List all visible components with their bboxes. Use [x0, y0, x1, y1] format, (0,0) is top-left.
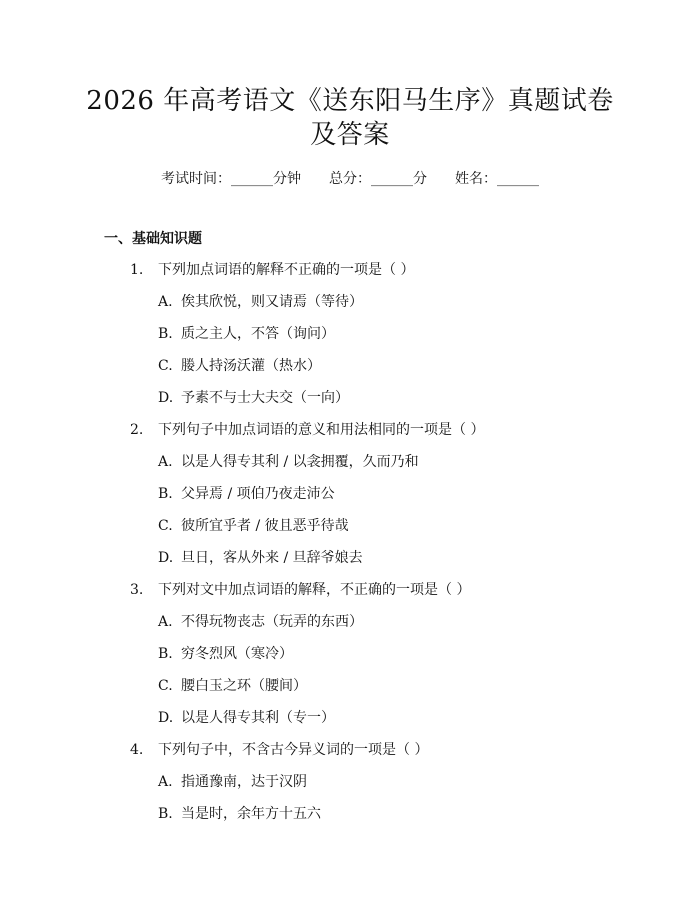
exam-title-line1: 2026 年高考语文《送东阳马生序》真题试卷 [86, 86, 614, 116]
question-number: 1. [130, 262, 144, 278]
option-letter: A. [158, 614, 173, 630]
option-letter: B. [158, 326, 173, 342]
option-text: 不得玩物丧志（玩弄的东西） [181, 614, 363, 630]
option-text: 质之主人，不答（询问） [181, 326, 335, 342]
option-text: 腰白玉之环（腰间） [181, 678, 307, 694]
option-letter: B. [158, 646, 173, 662]
option-letter: A. [158, 774, 173, 790]
option-text: 俟其欣悦，则又请焉（等待） [181, 294, 363, 310]
question-number: 2. [130, 422, 144, 438]
option-text: 旦日，客从外来 / 旦辞爷娘去 [181, 550, 363, 566]
question-number: 4. [130, 742, 144, 758]
question-text: 下列加点词语的解释不正确的一项是（ ） [158, 262, 415, 278]
total-score-field: 总分：______分 [329, 171, 427, 187]
option-text: 指通豫南，达于汉阴 [181, 774, 307, 790]
option-letter: D. [158, 710, 174, 726]
exam-meta [0, 169, 700, 189]
option-letter: D. [158, 390, 174, 406]
option-letter: D. [158, 550, 174, 566]
option-text: 父异焉 / 项伯乃夜走沛公 [181, 486, 335, 502]
question-text: 下列句子中，不含古今异义词的一项是（ ） [158, 742, 429, 758]
option-letter: C. [158, 678, 173, 694]
question-text: 下列句子中加点词语的意义和用法相同的一项是（ ） [158, 422, 485, 438]
section-heading: 一、基础知识题 [104, 231, 202, 247]
option-letter: B. [158, 806, 173, 822]
option-text: 以是人得专其利（专一） [181, 710, 335, 726]
option-letter: A. [158, 454, 173, 470]
exam-time-field: 考试时间：______分钟 [161, 171, 301, 187]
option-letter: A. [158, 294, 173, 310]
option-text: 彼所宜乎者 / 彼且恶乎待哉 [181, 518, 349, 534]
option-letter: B. [158, 486, 173, 502]
exam-title-line2: 及答案 [310, 120, 390, 150]
option-text: 予素不与士大夫交（一向） [181, 390, 349, 406]
option-text: 当是时，余年方十五六 [181, 806, 321, 822]
question-text: 下列对文中加点词语的解释，不正确的一项是（ ） [158, 582, 471, 598]
option-letter: C. [158, 358, 173, 374]
option-text: 穷冬烈风（寒冷） [181, 646, 293, 662]
option-text: 以是人得专其利 / 以衾拥覆，久而乃和 [181, 454, 419, 470]
option-letter: C. [158, 518, 173, 534]
question-number: 3. [130, 582, 144, 598]
student-name-field: 姓名：______ [455, 171, 539, 187]
option-text: 媵人持汤沃灌（热水） [181, 358, 321, 374]
